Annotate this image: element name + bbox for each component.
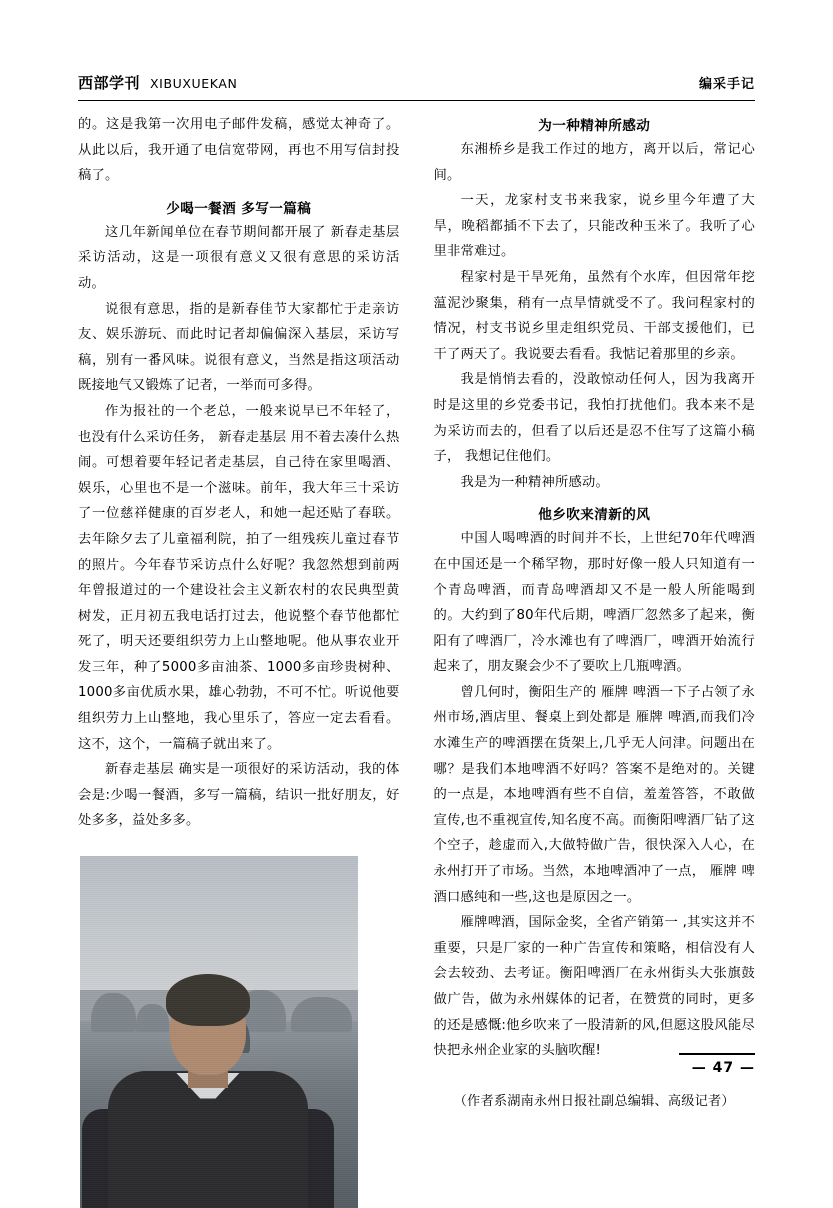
section-title: 编采手记 xyxy=(698,77,755,92)
header-divider xyxy=(78,100,755,101)
photo-karst-peak xyxy=(91,993,135,1032)
paragraph: 程家村是干旱死角，虽然有个水库，但因常年挖蕰泥沙聚集，稍有一点旱情就受不了。我问程家村的情况，村支书说乡里走组织党员、干部支援他们，已干了两天了。我说要去看看。我惦记着那里的乡亲。 xyxy=(433,269,755,362)
paragraph: 说很有意思，指的是新春佳节大家都忙于走亲访友、娱乐游玩、而此时记者却偏偏深入基层，采访写稿，别有一番风味。说很有意义，当然是指这项活动既接地气又锻炼了记者，一举而可多得。 xyxy=(78,301,400,394)
paragraph: 中国人喝啤酒的时间并不长，上世纪70年代啤酒在中国还是一个稀罕物，那时好像一般人只知道有一个青岛啤酒，而青岛啤酒却又不是一般人所能喝到的。大约到了80年代后期，啤酒厂忽然多了起来，衡阳有了啤酒厂，冷水滩也有了啤酒厂，啤酒开始流行起来了，朋友聚会少不了要吹上几瓶啤酒。 xyxy=(433,531,755,675)
journal-masthead xyxy=(78,72,237,93)
paragraph: 雁牌啤酒，国际金奖，全省产销第一 ,其实这并不重要，只是厂家的一种广告宣传和策略，相信没有人会去较劲、去考证。衡阳啤酒厂在永州街头大张旗鼓做广告，做为永州媒体的记者，在赞赏的同时，更多的还是感慨:他乡吹来了一股清新的风,但愿这股风能尽快把永州企业家的头脑吹醒! xyxy=(433,915,755,1059)
photo-karst-peak xyxy=(136,1004,169,1032)
subheading-shaohejiucanjiu: 少喝一餐酒 多写一篇稿 xyxy=(166,200,312,217)
paragraph: 我是悄悄去看的，没敢惊动任何人，因为我离开时是这里的乡党委书记，我怕打扰他们。我本来不是为采访而去的，但看了以后还是忍不住写了这篇小稿子， 我想记住他们。 xyxy=(433,372,755,465)
page-header xyxy=(78,72,755,97)
page-number-rule xyxy=(679,1053,755,1055)
paragraph: 这几年新闻单位在春节期间都开展了 新春走基层 采访活动，这是一项很有意义又很有意思的采访活动。 xyxy=(78,224,400,291)
author-credit: （作者系湖南永州日报社副总编辑、高级记者） xyxy=(453,1093,735,1109)
paragraph: 的。这是我第一次用电子邮件发稿，感觉太神奇了。从此以后，我开通了电信宽带网，再也不用写信封投稿了。 xyxy=(78,117,400,184)
photo-person-hair xyxy=(166,974,250,1026)
two-column-body xyxy=(78,112,755,1208)
paragraph: 一天，龙家村支书来我家，说乡里今年遭了大旱，晚稻都插不下去了，只能改种玉米了。我听了心里非常难过。 xyxy=(433,193,755,260)
paragraph: 曾几何时，衡阳生产的 雁牌 啤酒一下子占领了永州市场,酒店里、餐桌上到处都是 雁牌 啤酒,而我们冷水滩生产的啤酒摆在货架上,几乎无人问津。问题出在哪？是我们本地啤酒不好吗？答案不是绝对的。关键的一点是，本地啤酒有些不自信，羞羞答答，不敢做宣传,也不重视宣传,知名度不高。而衡阳啤酒厂钻了这个空子，趁虚而入,大做特做广告，很快深入人心，在永州打开了市场。当然，本地啤酒冲了一点， 雁牌 啤酒口感纯和一些,这也是原因之一。 xyxy=(433,684,755,905)
page-number: — 47 — xyxy=(691,1060,755,1076)
paragraph: 东湘桥乡是我工作过的地方，离开以后，常记心间。 xyxy=(433,142,755,183)
subheading-taxiangchuilai: 他乡吹来清新的风 xyxy=(538,507,651,524)
paragraph: 新春走基层 确实是一项很好的采访活动，我的体会是:少喝一餐酒，多写一篇稿，结识一批好朋友，好处多多，益处多多。 xyxy=(78,762,400,829)
journal-title-en: XIBUXUEKAN xyxy=(150,76,238,91)
paragraph: 我是为一种精神所感动。 xyxy=(460,474,609,490)
right-column xyxy=(434,112,756,1208)
left-column xyxy=(78,112,400,1208)
journal-title-cn: 西部学刊 xyxy=(78,74,141,92)
paragraph: 作为报社的一个老总，一般来说早已不年轻了，也没有什么采访任务， 新春走基层 用不着去凑什么热闹。可想着要年轻记者走基层，自己待在家里喝酒、娱乐，心里也不是一个滋味。前年，我大年三十采访了一位慈祥健康的百岁老人，和她一起还贴了春联。去年除夕去了儿童福利院，拍了一组残疾儿童过春节的照片。今年春节采访点什么好呢？我忽然想到前两年曾报道过的一个建设社会主义新农村的农民典型黄树发，正月初五我电话打过去，他说整个春节他都忙死了，明天还要组织劳力上山整地呢。他从事农业开发三年，种了5000多亩油茶、1000多亩珍贵树种、1000多亩优质水果，雄心勃勃，不可不忙。听说他要组织劳力上山整地，我心里乐了，答应一定去看看。这不，这个，一篇稿子就出来了。 xyxy=(78,403,400,752)
subheading-weiyizhongjingshen: 为一种精神所感动 xyxy=(538,118,651,134)
article-photo xyxy=(80,856,358,1208)
